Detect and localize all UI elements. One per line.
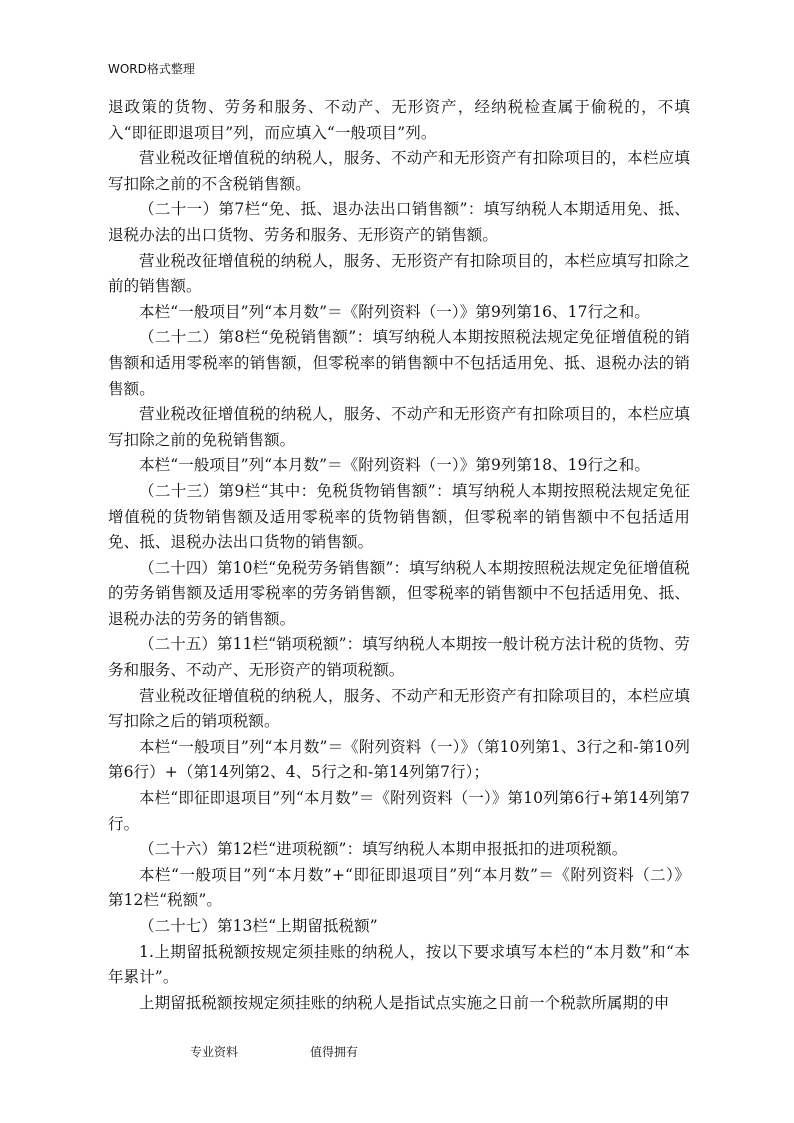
paragraph: 本栏“即征即退项目”列“本月数”＝《附列资料（一）》第10列第6行+第14列第7行。 (108, 789, 690, 833)
paragraph: （二十五）第11栏“销项税额”：填写纳税人本期按一般计税方法计税的货物、劳务和服务、不动产、无形资产的销项税额。 (108, 635, 690, 680)
page-header: WORD格式整理 (108, 62, 195, 76)
paragraph: 营业税改征增值税的纳税人，服务、无形资产有扣除项目的，本栏应填写扣除之前的销售额。 (108, 251, 690, 296)
paragraph: 1.上期留抵税额按规定须挂账的纳税人，按以下要求填写本栏的“本月数”和“本年累计”。 (108, 942, 690, 987)
document-body (108, 95, 690, 1016)
paragraph: （二十一）第7栏“免、抵、退办法出口销售额”：填写纳税人本期适用免、抵、退税办法的出口货物、劳务和服务、无形资产的销售额。 (108, 200, 690, 244)
paragraph: 营业税改征增值税的纳税人，服务、不动产和无形资产有扣除项目的，本栏应填写扣除之后的销项税额。 (108, 686, 690, 731)
paragraph: （二十三）第9栏“其中：免税货物销售额”：填写纳税人本期按照税法规定免征增值税的货物销售额及适用零税率的货物销售额，但零税率的销售额中不包括适用免、抵、退税办法出口货物的销售额。 (108, 481, 690, 552)
paragraph: 营业税改征增值税的纳税人，服务、不动产和无形资产有扣除项目的，本栏应填写扣除之前的免税销售额。 (108, 405, 690, 449)
paragraph: （二十四）第10栏“免税劳务销售额”：填写纳税人本期按照税法规定免征增值税的劳务销售额及适用零税率的劳务销售额，但零税率的销售额中不包括适用免、抵、退税办法的劳务的销售额。 (108, 558, 690, 628)
paragraph: 上期留抵税额按规定须挂账的纳税人是指试点实施之日前一个税款所属期的申 (139, 993, 670, 1012)
paragraph: 本栏“一般项目”列“本月数”＝《附列资料（一）》第9列第16、17行之和。 (139, 302, 650, 321)
paragraph: 本栏“一般项目”列“本月数”+“即征即退项目”列“本月数”＝《附列资料（二）》第12栏“税额”。 (108, 865, 690, 910)
paragraph: （二十六）第12栏“进项税额”：填写纳税人本期申报抵扣的进项税额。 (139, 840, 628, 859)
footer-left-text: 专业资料 (190, 1045, 239, 1059)
paragraph: （二十七）第13栏“上期留抵税额” (139, 917, 378, 935)
paragraph: 本栏“一般项目”列“本月数”＝《附列资料（一）》（第10列第1、3行之和-第10列第6行）+（第14列第2、4、5行之和-第14列第7行）； (108, 737, 690, 782)
paragraph: 退政策的货物、劳务和服务、不动产、无形资产，经纳税检查属于偷税的，不填入“即征即退项目”列，而应填入“一般项目”列。 (108, 98, 690, 142)
footer-right-text: 值得拥有 (310, 1045, 359, 1059)
paragraph: 本栏“一般项目”列“本月数”＝《附列资料（一）》第9列第18、19行之和。 (139, 456, 650, 475)
paragraph: 营业税改征增值税的纳税人，服务、不动产和无形资产有扣除项目的，本栏应填写扣除之前的不含税销售额。 (108, 149, 690, 193)
paragraph: （二十二）第8栏“免税销售额”：填写纳税人本期按照税法规定免征增值税的销售额和适用零税率的销售额，但零税率的销售额中不包括适用免、抵、退税办法的销售额。 (108, 328, 690, 398)
